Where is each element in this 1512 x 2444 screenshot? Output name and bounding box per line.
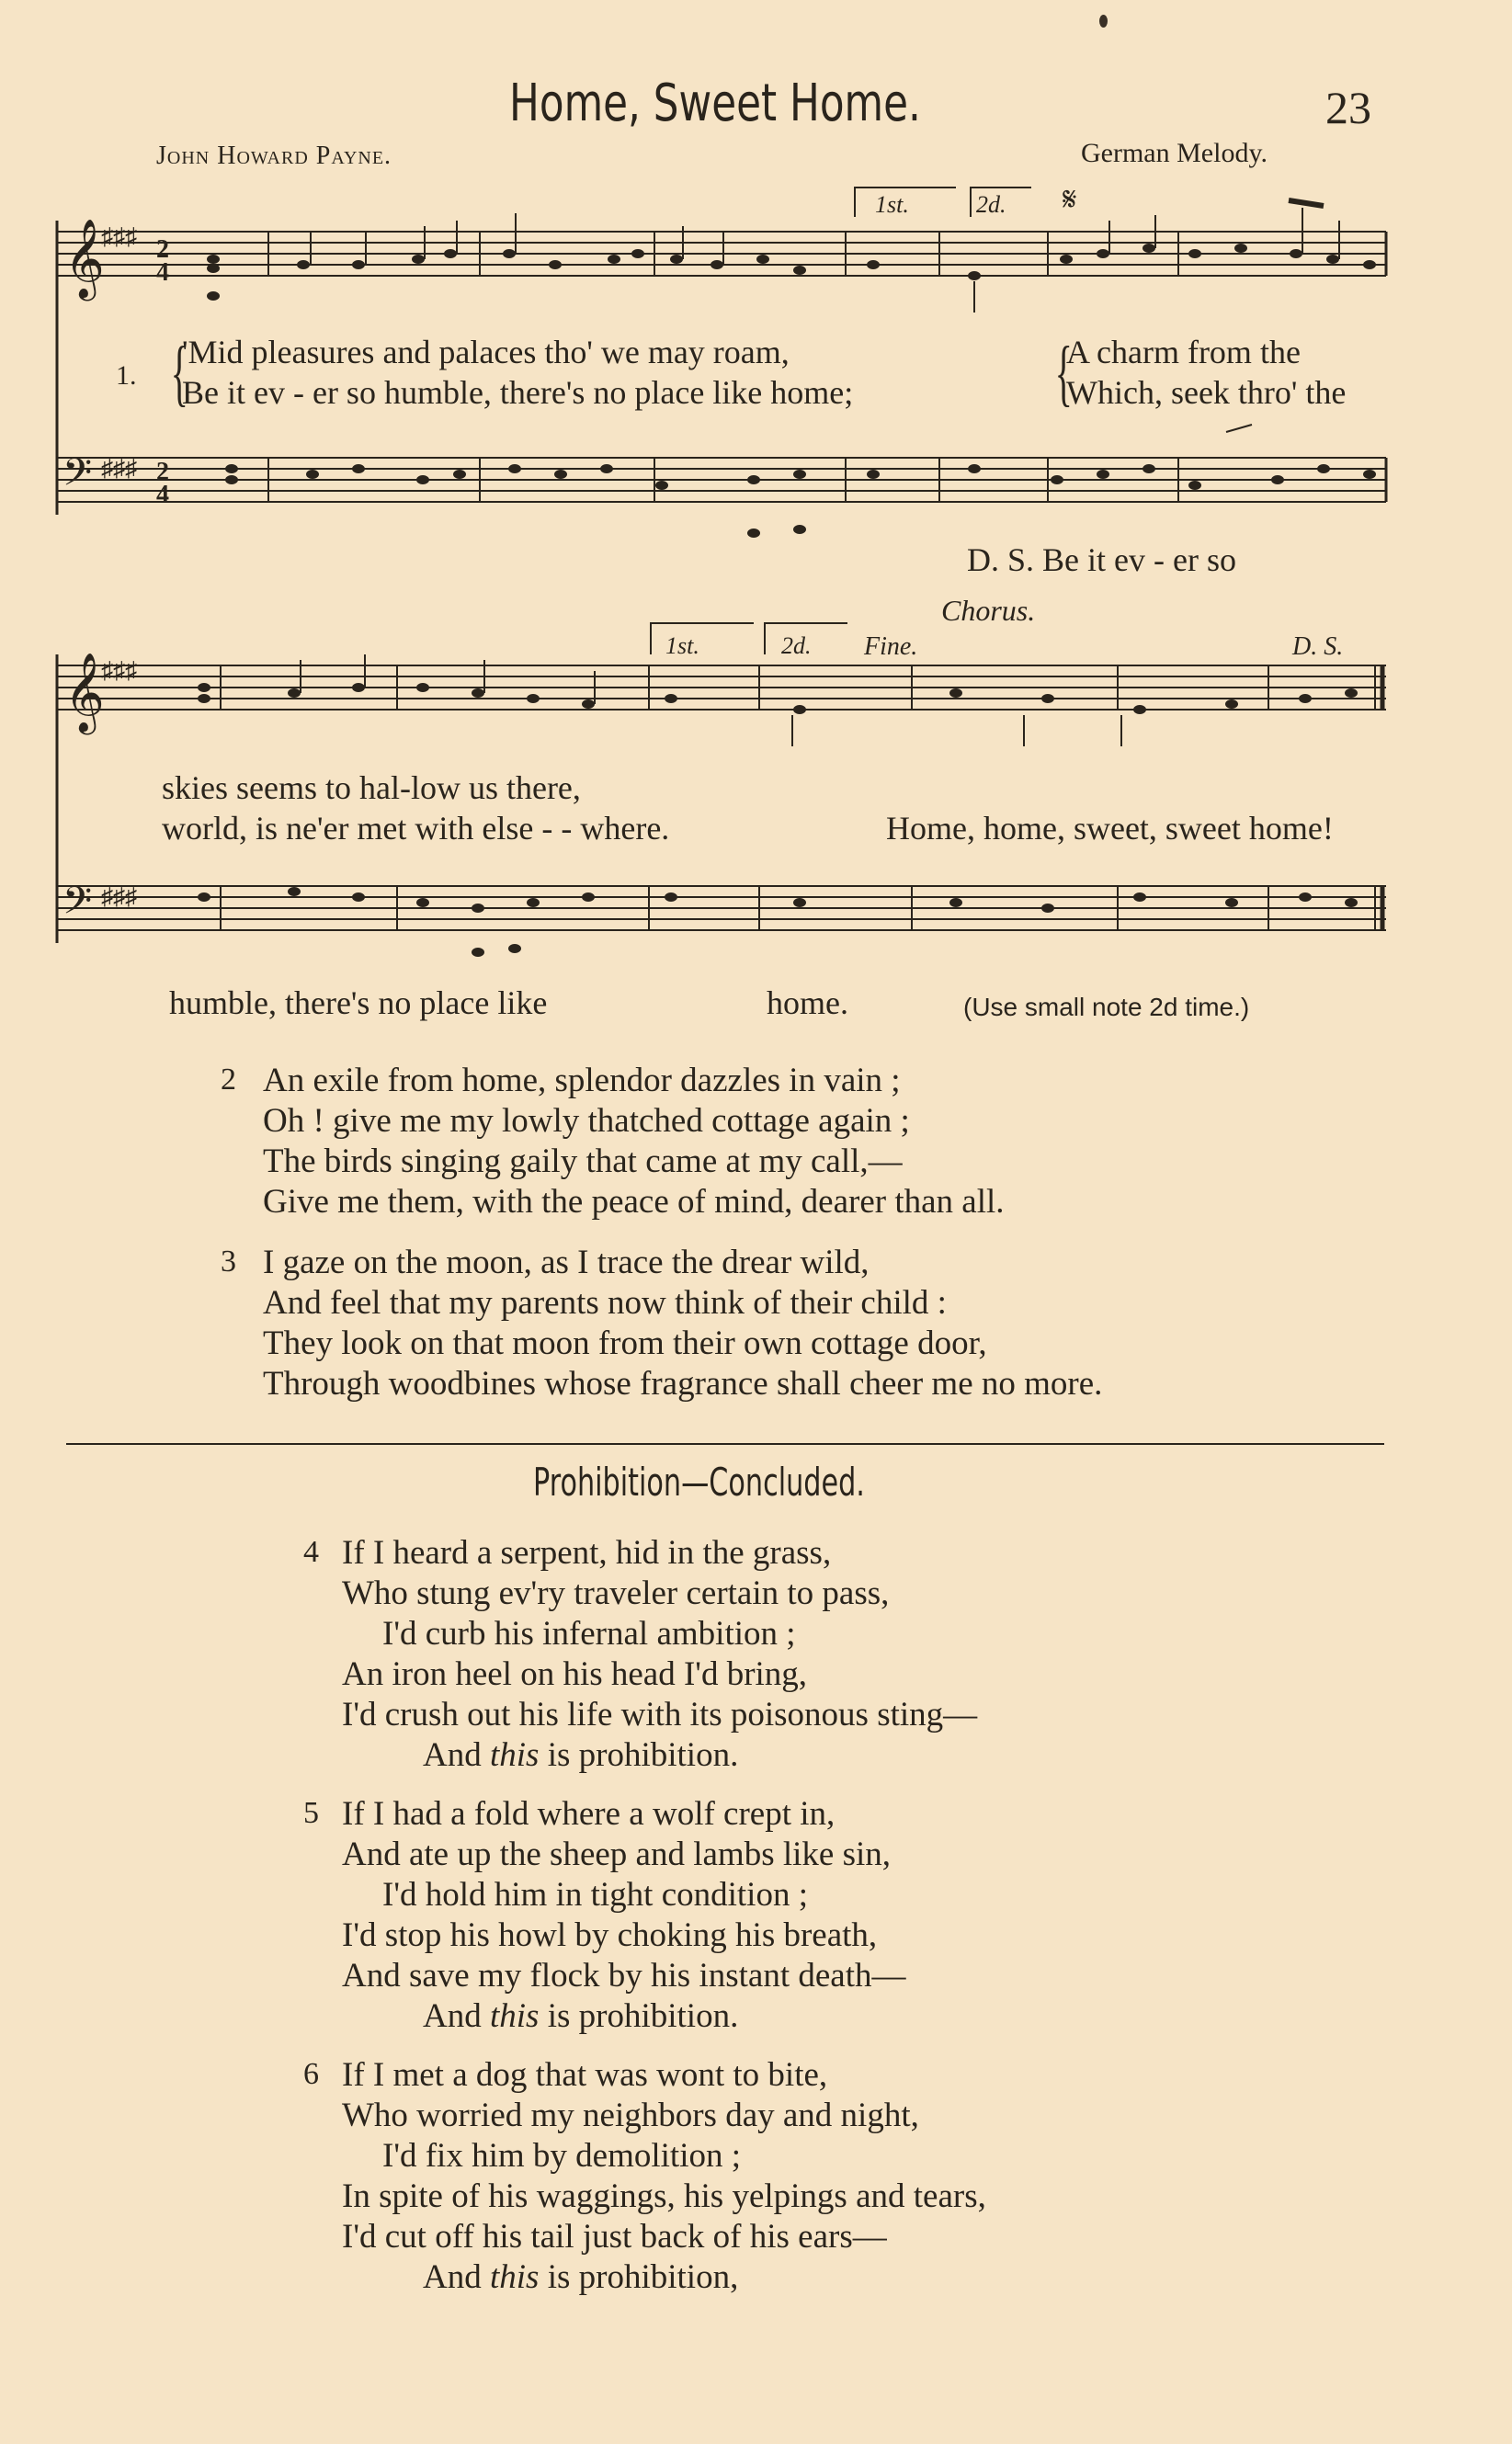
key-signature-bass: ♯♯♯	[101, 455, 137, 482]
stanza-number: 4	[303, 1535, 319, 1569]
lyric-line-1-left: 'Mid pleasures and palaces tho' we may roam,	[182, 334, 790, 370]
stanza-line: An iron heel on his head I'd bring,	[342, 1655, 808, 1693]
verse-number: 2	[221, 1063, 236, 1097]
stanza-line: I'd cut off his tail just back of his ears—	[342, 2218, 887, 2256]
chorus-lyric-line-3-mid: home.	[767, 984, 848, 1021]
fine-label: Fine.	[864, 632, 918, 661]
lyric-line-1-right: A charm from the	[1066, 334, 1301, 370]
stanza-line: I'd hold him in tight condition ;	[382, 1876, 808, 1914]
section-divider	[66, 1443, 1384, 1445]
first-ending-label-1: 1st.	[875, 191, 909, 218]
verse-number: 3	[221, 1245, 236, 1279]
page-title: Home, Sweet Home.	[509, 74, 921, 133]
svg-text:4: 4	[156, 481, 169, 509]
verse-line: An exile from home, splendor dazzles in vain ;	[263, 1062, 901, 1099]
music-system-1	[0, 0, 1512, 588]
ds-lyric-line: D. S. Be it ev - er so	[967, 541, 1236, 578]
second-ending-label-1: 2d.	[976, 191, 1006, 218]
chorus-lyric-line-3-left: humble, there's no place like	[169, 984, 548, 1021]
small-note-instruction: (Use small note 2d time.)	[963, 993, 1250, 1021]
chorus-lyric-line-2-left: world, is ne'er met with else - - where.	[162, 810, 670, 847]
verse-line: I gaze on the moon, as I trace the drear wild,	[263, 1244, 870, 1281]
lyric-line-2-right: Which, seek thro' the	[1066, 374, 1347, 411]
section-title: Prohibition—Concluded.	[533, 1460, 865, 1505]
lyric-line-2-left: Be it ev - er so humble, there's no place like home;	[182, 374, 854, 411]
key-signature-bass-2: ♯♯♯	[101, 883, 137, 910]
stanza-line: I'd stop his howl by choking his breath,	[342, 1916, 878, 1954]
verse-line: The birds singing gaily that came at my call,—	[263, 1142, 903, 1180]
stanza-refrain: And this is prohibition.	[423, 1997, 739, 2035]
stanza-line: I'd crush out his life with its poisonous sting—	[342, 1696, 978, 1734]
time-signature-bass: 2	[156, 458, 169, 486]
brace-left-1: {	[170, 333, 188, 414]
stanza-number: 5	[303, 1796, 319, 1830]
composer-credit: German Melody.	[1081, 138, 1268, 168]
stanza-line: In spite of his waggings, his yelpings and tears,	[342, 2177, 986, 2215]
bass-clef-icon-2: 𝄢	[63, 880, 93, 931]
lyricist-credit: John Howard Payne.	[156, 142, 392, 170]
svg-text:4: 4	[156, 258, 169, 287]
stanza-line: And ate up the sheep and lambs like sin,	[342, 1836, 892, 1873]
page-number: 23	[1325, 82, 1371, 133]
chorus-lyric-line-2-right: Home, home, sweet, sweet home!	[886, 810, 1334, 847]
treble-clef-icon: 𝄞	[64, 222, 105, 297]
stanza-line: And save my flock by his instant death—	[342, 1957, 906, 1995]
chorus-lyric-line-1: skies seems to hal-low us there,	[162, 769, 581, 806]
segno-sign: 𝄋	[1063, 181, 1077, 218]
ds-label: D. S.	[1292, 632, 1344, 661]
stanza-refrain: And this is prohibition.	[423, 1736, 739, 1774]
first-ending-label-2: 1st.	[665, 632, 699, 659]
second-ending-label-2: 2d.	[781, 632, 812, 659]
stanza-line: Who worried my neighbors day and night,	[342, 2097, 919, 2134]
stanza-number: 6	[303, 2057, 319, 2091]
stanza-line: If I had a fold where a wolf crept in,	[342, 1795, 836, 1833]
verse-line: And feel that my parents now think of their child :	[263, 1284, 947, 1322]
verse-line: They look on that moon from their own cottage door,	[263, 1324, 987, 1362]
verse-line: Through woodbines whose fragrance shall cheer me no more.	[263, 1365, 1103, 1403]
stanza-line: Who stung ev'ry traveler certain to pass,	[342, 1574, 890, 1612]
stanza-refrain: And this is prohibition,	[423, 2258, 739, 2296]
bass-clef-icon: 𝄢	[63, 451, 93, 503]
stanza-line: If I heard a serpent, hid in the grass,	[342, 1534, 832, 1572]
stanza-line: If I met a dog that was wont to bite,	[342, 2056, 828, 2094]
chorus-label: Chorus.	[941, 594, 1036, 627]
key-signature-treble-2: ♯♯♯	[101, 657, 137, 684]
verse-line: Give me them, with the peace of mind, dearer than all.	[263, 1183, 1005, 1221]
key-signature-treble: ♯♯♯	[101, 223, 137, 250]
time-signature-treble: 2	[156, 235, 169, 264]
brace-right-1: {	[1054, 333, 1073, 414]
stanza-line: I'd curb his infernal ambition ;	[382, 1615, 796, 1653]
stanza-line: I'd fix him by demolition ;	[382, 2137, 741, 2175]
treble-clef-icon-2: 𝄞	[64, 655, 105, 731]
verse-number-1: 1.	[116, 360, 137, 391]
verse-line: Oh ! give me my lowly thatched cottage again ;	[263, 1102, 910, 1140]
